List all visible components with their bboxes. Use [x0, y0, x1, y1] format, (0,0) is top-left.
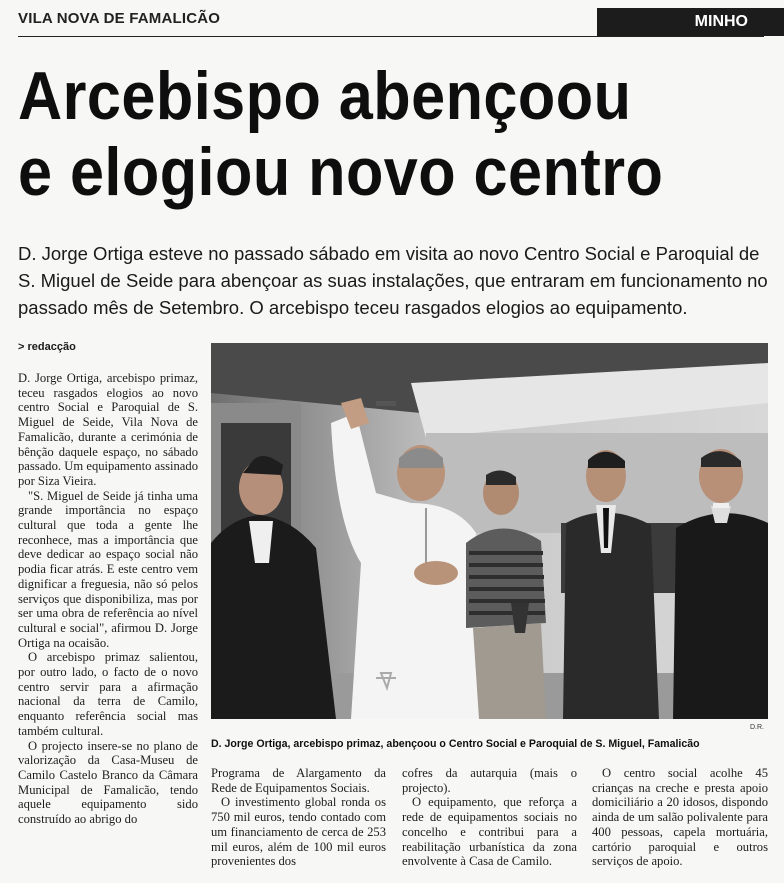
lead-paragraph: D. Jorge Ortiga esteve no passado sábado em visita ao novo Centro Social e Paroquial de S. Miguel de Seide para abençoar as suas instalações, que entraram em funcionamento no passado mês de Setembro. O arcebispo teceu rasgados elogios ao equipamento.	[18, 243, 768, 318]
photo-caption: D. Jorge Ortiga, arcebispo primaz, abençoou o Centro Social e Paroquial de S. Miguel, Famalicão	[211, 738, 700, 750]
headline-line-2: e elogiou novo centro	[18, 134, 664, 210]
region-label: MINHO	[597, 8, 784, 36]
paragraph: O centro social acolhe 45 crianças na creche e presta apoio domiciliário a 20 idosos, dispondo ainda de um salão polivalente para 400 pessoas, capela mortuária, cartório paroquial e outros serviços de apoio.	[592, 766, 768, 869]
article-column-1	[18, 371, 198, 827]
byline: > redacção	[18, 341, 76, 353]
event-photo	[211, 343, 768, 719]
article-column-2	[211, 766, 386, 869]
headline-line-1: Arcebispo abençoou	[18, 58, 632, 134]
paragraph: O arcebispo primaz salientou, por outro lado, o facto de o novo centro servir para a afirmação nacional da terra de Camilo, enquanto referência social mas também cultural.	[18, 650, 198, 738]
photo-credit: D.R.	[750, 724, 764, 731]
paragraph: cofres da autarquia (mais o projecto).	[402, 766, 577, 795]
paragraph: "S. Miguel de Seide já tinha uma grande importância no espaço cultural que toda a gente lhe reconhece, mas a importância que deve dedicar ao espaço social não podia ficar atrás. E este centro vem dignificar a freguesia, não só pelos serviços que disponibiliza, mas por ser uma obra de referência ao nível cultural e social", afirmou D. Jorge Ortiga na ocaisão.	[18, 488, 198, 650]
paragraph: O projecto insere-se no plano de valorização da Casa-Museu de Camilo Castelo Branco da Câmara Municipal de Famalicão, tendo aquele equipamento sido construído ao abrigo do	[18, 738, 198, 827]
paragraph: Programa de Alargamento da Rede de Equipamentos Sociais.	[211, 766, 386, 795]
headline	[18, 58, 702, 210]
header-rule	[18, 36, 764, 37]
paragraph: O investimento global ronda os 750 mil euros, tendo contado com um financiamento de cerca de 253 mil euros, além de 100 mil euros provenientes dos	[211, 795, 386, 869]
paragraph: D. Jorge Ortiga, arcebispo primaz, teceu rasgados elogios ao novo centro Social e Paroquial de S. Miguel de Seide, Vila Nova de Famalicão, durante a cerimónia de bênção daquele espaço, no sábado passado. Um equipamento assinado por Siza Vieira.	[18, 371, 198, 488]
paragraph: O equipamento, que reforça a rede de equipamentos sociais no concelho e contribui para a reabilitação urbanística da zona envolvente à Casa de Camilo.	[402, 795, 577, 869]
article-column-4	[592, 766, 768, 869]
article-column-3	[402, 766, 577, 869]
section-label: VILA NOVA DE FAMALICÃO	[18, 10, 221, 27]
